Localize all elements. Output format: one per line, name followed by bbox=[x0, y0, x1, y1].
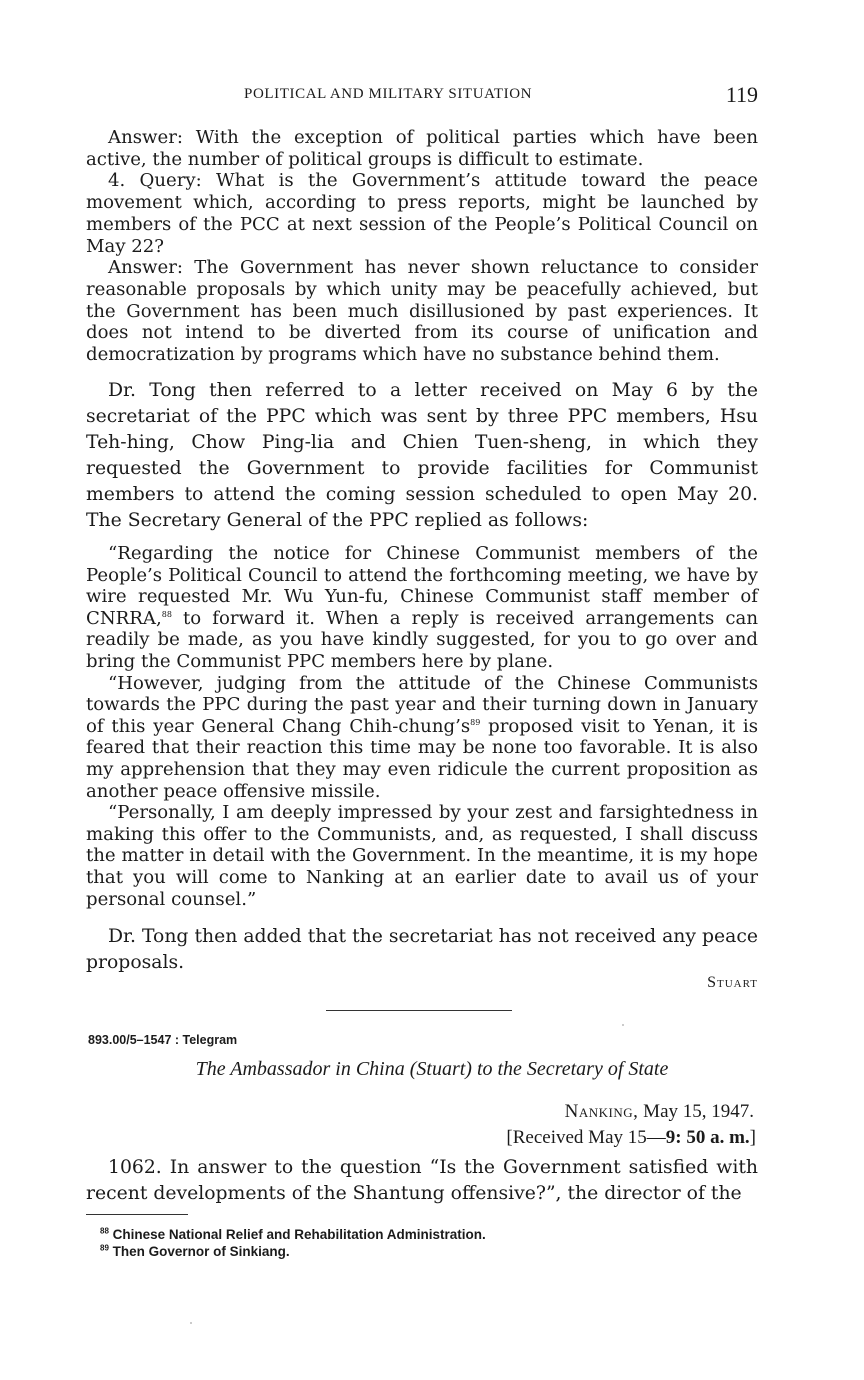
body-text-1: Dr. Tong then referred to a letter received on May 6 by the secretariat of the PPC which was sent by three PPC members, Hsu Teh-hing, Chow Ping-lia and Chien Tuen-sheng, in which they requested the Government to provide facilities for Communist members to attend the coming session scheduled to open May 20. The Secretary General of the PPC replied as follows: bbox=[86, 380, 758, 531]
received-time: 9: 50 a. m. bbox=[665, 1127, 750, 1148]
received-line bbox=[506, 1127, 756, 1149]
qa-section bbox=[86, 127, 758, 366]
scan-speck bbox=[622, 1024, 624, 1026]
quoted-letter bbox=[86, 543, 758, 910]
footnotes bbox=[100, 1226, 486, 1260]
footnote-ref-88: 88 bbox=[161, 609, 172, 619]
footnote-mark: 89 bbox=[100, 1243, 109, 1253]
footnote-divider bbox=[86, 1214, 188, 1215]
query-paragraph-4: 4. Query: What is the Government’s attitude toward the peace movement which, according to press reports, might be launched by members of the PCC at next session of the People’s Political Council on May 22? bbox=[86, 170, 758, 257]
letter-paragraph-1 bbox=[86, 543, 758, 673]
dateline-place: Nanking, bbox=[564, 1101, 639, 1122]
file-reference: 893.00/5–1547 : Telegram bbox=[88, 1033, 238, 1047]
telegram-body bbox=[86, 1155, 758, 1207]
letter-text: “Regarding the notice for Chinese Communist members of the People’s Political Council to attend the forthcoming meeting, we have by wire requested Mr. Wu Yun-fu, Chinese Communist staff member of CNRRA, bbox=[86, 543, 758, 629]
scan-speck bbox=[190, 1322, 192, 1324]
signature: Stuart bbox=[707, 974, 758, 991]
body-paragraph-1 bbox=[86, 378, 758, 533]
document-title: The Ambassador in China (Stuart) to the Secretary of State bbox=[195, 1058, 669, 1080]
footnote-89 bbox=[100, 1243, 486, 1260]
footnote-text: Then Governor of Sinkiang. bbox=[108, 1244, 290, 1259]
page-number: 119 bbox=[725, 82, 758, 107]
received-suffix: ] bbox=[749, 1127, 756, 1148]
body-paragraph-2 bbox=[86, 924, 758, 976]
section-divider bbox=[326, 1010, 512, 1011]
answer-paragraph-4: Answer: The Government has never shown reluctance to consider reasonable proposals by which unity may be peacefully achieved, but the Government has been much disillusioned by past experiences. It does not intend to be diverted from its course of unification and democratization by programs which have no substance behind them. bbox=[86, 257, 758, 366]
letter-paragraph-3: “Personally, I am deeply impressed by your zest and farsightedness in making this offer to the Communists, and, as requested, I shall discuss the matter in detail with the Government. In the meantime, it is my hope that you will come to Nanking at an earlier date to avail us of your personal counsel.” bbox=[86, 802, 758, 910]
running-head bbox=[86, 82, 758, 108]
letter-text: “However, judging from the attitude of the Chinese Communists towards the PPC during the past year and their turning down in January of this year General Chang Chih-chung’s bbox=[86, 672, 758, 737]
telegram-text: 1062. In answer to the question “Is the Government satisfied with recent developments of the Shantung offensive?”, the director of the bbox=[86, 1157, 758, 1204]
running-title: POLITICAL AND MILITARY SITUATION bbox=[244, 86, 533, 102]
received-prefix: [Received May 15— bbox=[506, 1127, 666, 1148]
dateline-date: May 15, 1947. bbox=[638, 1101, 754, 1122]
letter-text: proposed visit to Yenan, it is feared that their reaction this time may be none too favorable. It is also my apprehension that they may even ridicule the current proposition as another peace offensive missile. bbox=[86, 715, 758, 802]
body-text-2: Dr. Tong then added that the secretariat has not received any peace proposals. bbox=[86, 926, 758, 973]
letter-text: to forward it. When a reply is received arrangements can readily be made, as you have kindly suggested, for you to go over and bring the Communist PPC members here by plane. bbox=[86, 607, 758, 672]
letter-paragraph-2 bbox=[86, 673, 758, 803]
footnote-ref-89: 89 bbox=[470, 717, 481, 727]
footnote-88 bbox=[100, 1226, 486, 1243]
footnote-mark: 88 bbox=[100, 1226, 109, 1236]
answer-paragraph-3: Answer: With the exception of political parties which have been active, the number of political groups is difficult to estimate. bbox=[86, 127, 758, 170]
dateline bbox=[565, 1101, 754, 1123]
footnote-text: Chinese National Relief and Rehabilitation Administration. bbox=[108, 1227, 486, 1242]
